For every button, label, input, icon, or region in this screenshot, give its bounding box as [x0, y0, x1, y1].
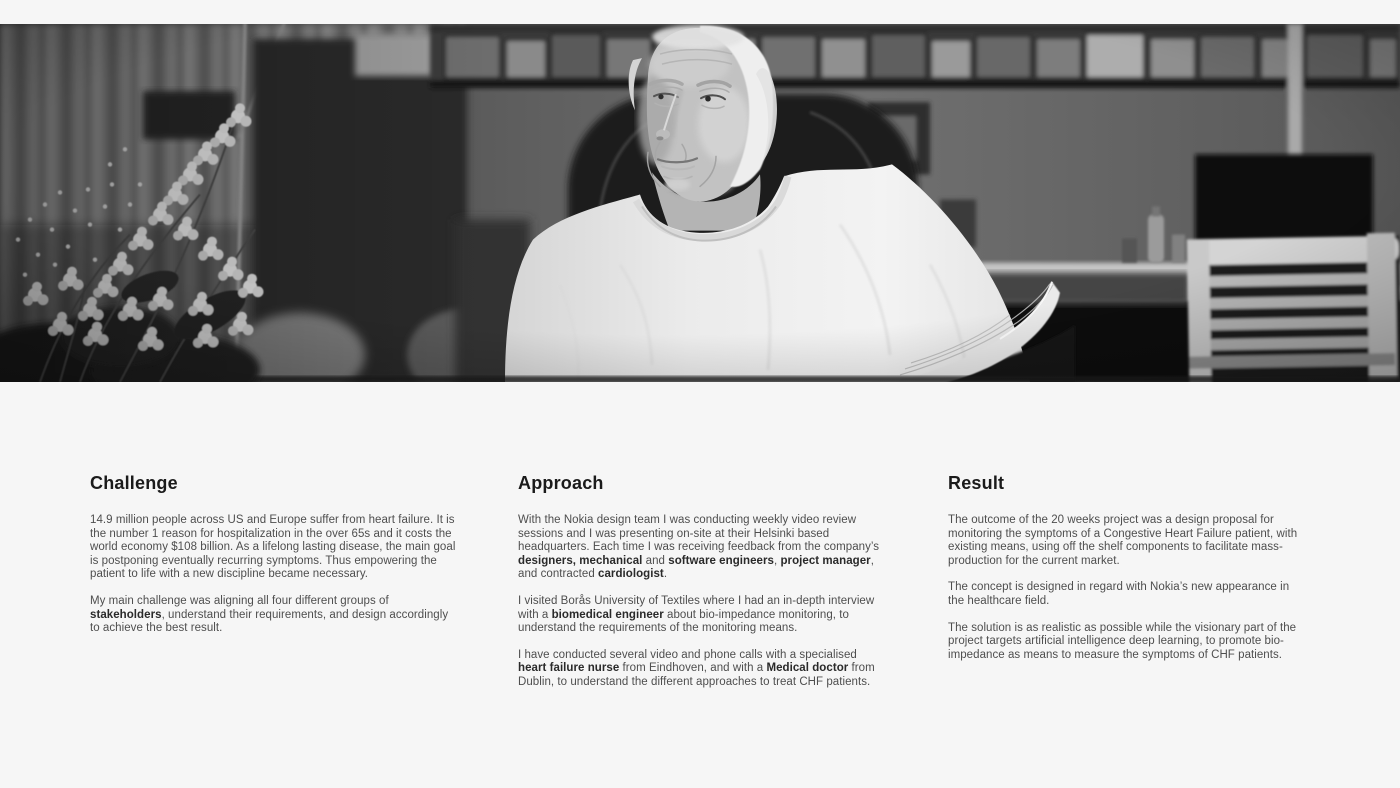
result-paragraph-2: The concept is designed in regard with Nokia’s new appearance in the healthcare field. [948, 581, 1290, 607]
challenge-paragraph-2: My main challenge was aligning all four different groups of stakeholders, understand their requirements, and design accordingly to achieve the best result. [90, 594, 449, 635]
hero-photo [0, 24, 1400, 382]
approach-paragraph-1: With the Nokia design team I was conducting weekly video review sessions and I was presenting on-site at their Helsinki based headquarters. Each time I was receiving feedback from the company’s designers, mechanical and software engineers, project manager, and contracted cardiologist. [518, 514, 880, 581]
column-result [948, 473, 1298, 690]
approach-paragraph-2: I visited Borås University of Textiles where I had an in-depth interview with a biomedical engineer about bio-impedance monitoring, to understand the requirements of the monitoring means. [518, 594, 875, 635]
content-section [0, 382, 1400, 690]
result-paragraph-1: The outcome of the 20 weeks project was a design proposal for monitoring the symptoms of a Congestive Heart Failure patient, with existing means, using off the shelf components to facilitate mass-production for the current market. [948, 514, 1298, 567]
challenge-paragraph-1: 14.9 million people across US and Europe suffer from heart failure. It is the number 1 reason for hospitalization in the over 65s and it costs the world economy $108 billion. As a lifelong lasting disease, the main goal is postponing eventually recurring symptoms. Thus empowering the patient to life with a new discipline became necessary. [90, 514, 456, 581]
column-challenge [90, 473, 456, 690]
top-spacer-bar [0, 0, 1400, 24]
hero-photo-illustration [0, 24, 1400, 382]
result-title: Result [948, 473, 1005, 493]
column-approach [518, 473, 884, 690]
challenge-title: Challenge [90, 473, 178, 493]
approach-title: Approach [518, 473, 604, 493]
vignette-overlay [0, 24, 1400, 382]
approach-paragraph-3: I have conducted several video and phone calls with a specialised heart failure nurse from Eindhoven, and with a Medical doctor from Dublin, to understand the different approaches to treat CHF patients. [518, 648, 875, 688]
result-paragraph-3: The solution is as realistic as possible while the visionary part of the project targets artificial intelligence deep learning, to promote bio-impedance as means to measure the symptoms of CHF patients. [948, 621, 1297, 661]
